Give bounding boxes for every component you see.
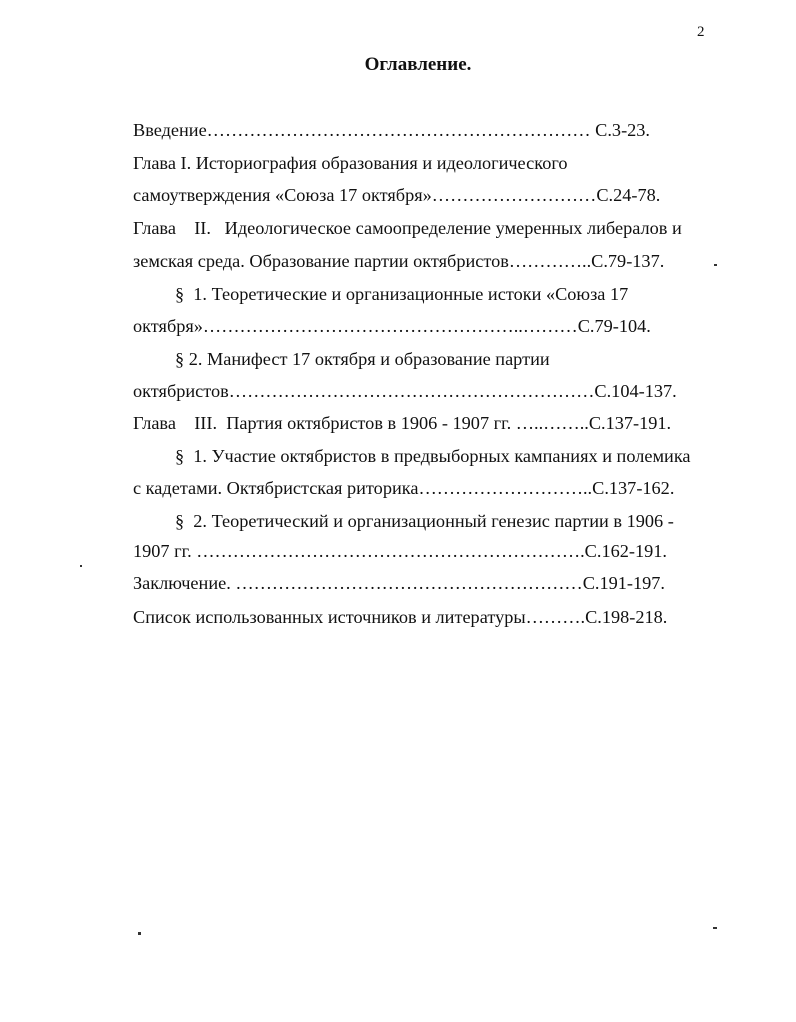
scan-speck [138,932,141,935]
toc-entry-section-2-2-cont: октябристов……………………………………………………С.104-137. [133,381,677,401]
page-title: Оглавление. [364,54,472,75]
scan-speck [714,264,717,266]
toc-entry-introduction: Введение……………………………………………………… С.3-23. [133,120,651,140]
toc-entry-bibliography: Список использованных источников и литературы……….С.198-218. [133,607,668,627]
toc-entry-chapter-2: Глава II. Идеологическое самоопределение умеренных либералов и [133,218,682,238]
scan-speck [713,927,717,929]
toc-entry-chapter-1-cont: самоутверждения «Союза 17 октября»………………………С.24-78. [133,185,661,205]
toc-entry-section-3-1: § 1. Участие октябристов в предвыборных кампаниях и полемика [175,446,691,466]
toc-entry-section-3-1-cont: с кадетами. Октябристская риторика………………………..С.137-162. [133,478,675,498]
toc-entry-chapter-2-cont: земская среда. Образование партии октябристов…………..С.79-137. [133,251,665,271]
scan-speck [80,565,82,567]
toc-entry-conclusion: Заключение. …………………………………………………С.191-197. [133,573,665,593]
toc-entry-section-3-2-cont: 1907 гг. ……………………………………………………….С.162-191. [133,541,667,561]
toc-entry-section-2-1: § 1. Теоретические и организационные истоки «Союза 17 [175,284,629,304]
toc-entry-chapter-1: Глава I. Историография образования и идеологического [133,153,568,173]
toc-entry-chapter-3: Глава III. Партия октябристов в 1906 - 1907 гг. …..……..С.137-191. [133,413,672,433]
toc-entry-section-3-2: § 2. Теоретический и организационный генезис партии в 1906 - [175,511,674,531]
page-number: 2 [697,24,705,40]
toc-entry-section-2-2: § 2. Манифест 17 октября и образование партии [175,349,550,369]
toc-entry-section-2-1-cont: октября»……………………………………………..………С.79-104. [133,316,651,336]
